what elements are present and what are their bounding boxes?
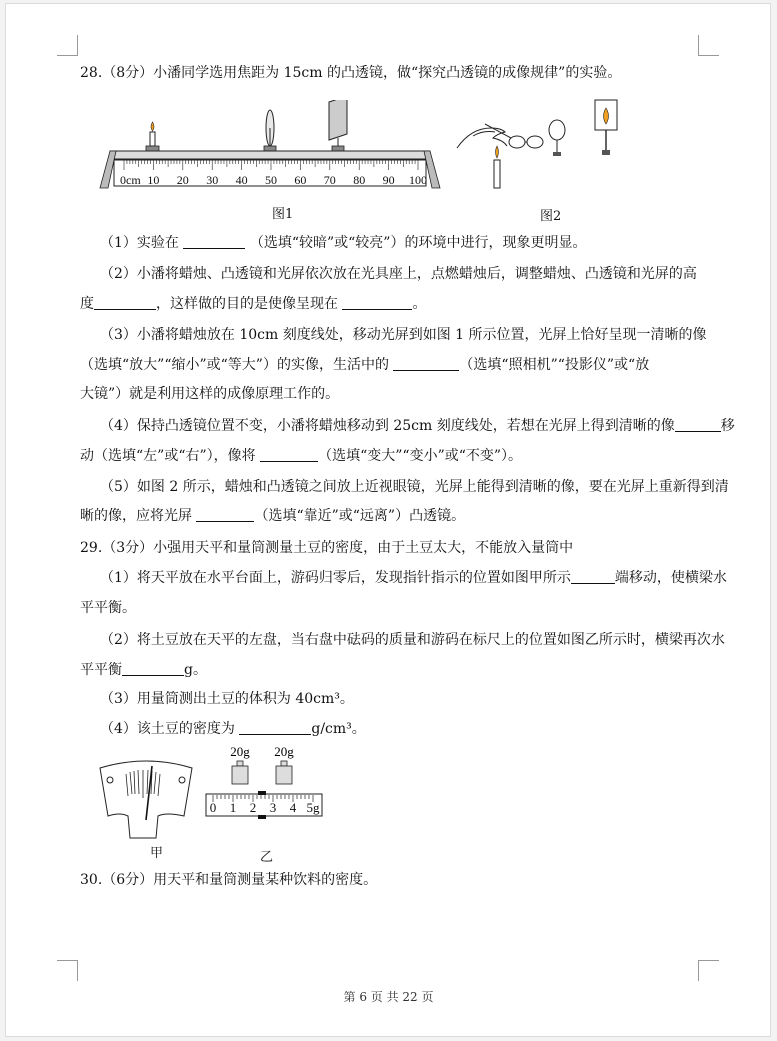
text: （4）该土豆的密度为 [100, 721, 235, 737]
figure-yi-weights-and-rider [203, 742, 325, 824]
text: g。 [184, 662, 207, 678]
q29-part4 [100, 719, 710, 739]
q29-part2-line1: （2）将土豆放在天平的左盘，当右盘中砝码的质量和游码在标尺上的位置如图乙所示时，横梁再次水 [100, 632, 725, 648]
answer-blank[interactable] [571, 569, 615, 584]
candle-icon [146, 122, 159, 151]
q28-part5-line1: （5）如图 2 所示，蜡烛和凸透镜之间放上近视眼镜，光屏上能得到清晰的像，要在光屏上重新得到清 [100, 479, 729, 495]
ruler-tick-label: 30 [206, 173, 219, 187]
text: （选填“靠近”或“远离”）凸透镜。 [254, 508, 466, 524]
answer-blank[interactable] [239, 720, 311, 735]
ruler-tick-label: 60 [294, 173, 307, 187]
ruler-tick-label: 70 [323, 173, 336, 187]
weight-icon [232, 761, 292, 784]
q28-part3-line2 [80, 355, 710, 375]
light-screen-icon [329, 100, 347, 151]
text: （选填“照相机”“投影仪”或“放 [459, 357, 650, 373]
light-screen-icon [595, 100, 617, 155]
ruler-tick-label: 20 [176, 173, 189, 187]
q29-part2-line2 [80, 660, 710, 680]
text: （1）实验在 [100, 235, 179, 251]
q28-part3-line1: （3）小潘将蜡烛放在 10cm 刻度线处，移动光屏到如图 1 所示位置，光屏上恰好呈现一清晰的像 [100, 327, 707, 343]
figure1-optical-bench [96, 100, 446, 192]
scale-tick-label: 4 [289, 800, 297, 815]
q28-part5-line2 [80, 506, 710, 526]
scale-tick-label: 2 [249, 800, 257, 815]
ruler-tick-label: 10 [147, 173, 160, 187]
ruler-tick-label: 50 [265, 173, 277, 187]
answer-blank[interactable] [260, 447, 318, 462]
text: 晰的像，应将光屏 [80, 508, 192, 524]
convex-lens-icon [549, 120, 565, 156]
candle-icon [494, 146, 500, 188]
q29-part1-line2: 平平衡。 [80, 600, 136, 616]
crop-mark-top-left [57, 35, 78, 56]
q29-part3: （3）用量筒测出土豆的体积为 40cm³。 [100, 691, 354, 707]
text: （选填“变大”“变小”或“不变”）。 [318, 448, 523, 464]
answer-blank[interactable] [393, 356, 459, 371]
figure1-caption: 图1 [272, 207, 294, 222]
q28-header: 28.（8分）小潘同学选用焦距为 15cm 的凸透镜，做“探究凸透镜的成像规律”的实验。 [80, 65, 622, 81]
text: （选填“较暗”或“较亮”）的环境中进行，现象更明显。 [249, 235, 587, 251]
text: （4）保持凸透镜位置不变，小潘将蜡烛移动到 25cm 刻度线处，若想在光屏上得到清晰的像 [100, 418, 675, 434]
answer-blank[interactable] [342, 295, 412, 310]
weight-label-2: 20g [274, 744, 294, 759]
figure-jia-balance-pointer [96, 760, 196, 840]
figure-yi-caption: 乙 [260, 850, 274, 865]
scale-tick-label: 1 [229, 800, 237, 815]
scale-tick-label: 0 [209, 800, 217, 815]
q29-header: 29.（3分）小强用天平和量筒测量土豆的密度，由于土豆太大，不能放入量筒中 [80, 540, 574, 556]
scale-tick-label: 3 [269, 800, 277, 815]
weight-label-1: 20g [230, 744, 250, 759]
text: （1）将天平放在水平台面上，游码归零后，发现指针指示的位置如图甲所示 [100, 570, 571, 586]
text: ，这样做的目的是使像呈现在 [156, 296, 338, 312]
ruler-tick-label: 90 [382, 173, 395, 187]
q28-part2-line2 [80, 294, 710, 314]
hand-icon [457, 128, 507, 148]
ruler-tick-label: 0cm [120, 173, 141, 187]
answer-blank[interactable] [196, 507, 254, 522]
convex-lens-icon [264, 110, 276, 151]
crop-mark-bottom-left [57, 960, 78, 981]
figure-jia-caption: 甲 [150, 846, 164, 861]
answer-blank[interactable] [675, 417, 721, 432]
crop-mark-top-right [698, 35, 719, 56]
q28-part4-line1 [100, 416, 735, 436]
text: 平平衡 [80, 662, 122, 678]
ruler-tick-label: 40 [235, 173, 248, 187]
text: 度 [80, 296, 94, 312]
q28-part1 [100, 233, 710, 253]
answer-blank[interactable] [122, 661, 184, 676]
figure2-caption: 图2 [540, 209, 562, 224]
figure2-myopia-glasses-setup [455, 96, 635, 196]
q28-part3-line3: 大镜”）就是利用这样的成像原理工作的。 [80, 386, 340, 402]
ruler-tick-label: 100 [409, 173, 427, 187]
text: 动（选填“左”或“右”），像将 [80, 448, 256, 464]
answer-blank[interactable] [183, 234, 245, 249]
q28-part4-line2 [80, 446, 710, 466]
q28-part2-line1: （2）小潘将蜡烛、凸透镜和光屏依次放在光具座上，点燃蜡烛后，调整蜡烛、凸透镜和光屏的高 [100, 266, 697, 282]
q30-header: 30.（6分）用天平和量筒测量某种饮料的密度。 [80, 872, 378, 888]
answer-blank[interactable] [94, 295, 156, 310]
text: 。 [412, 296, 427, 312]
text: g/cm³。 [311, 721, 366, 737]
ruler-tick-label: 80 [353, 173, 366, 187]
page-footer: 第 6 页 共 22 页 [343, 990, 434, 1004]
rider-marker [258, 791, 266, 795]
text: （选填“放大”“缩小”或“等大”）的实像，生活中的 [80, 357, 389, 373]
crop-mark-bottom-right [698, 960, 719, 981]
q29-part1-line1 [100, 568, 727, 588]
text: 移 [720, 418, 735, 434]
scale-tick-label: 5g [306, 800, 320, 815]
text: 端移动，使横梁水 [614, 570, 727, 586]
